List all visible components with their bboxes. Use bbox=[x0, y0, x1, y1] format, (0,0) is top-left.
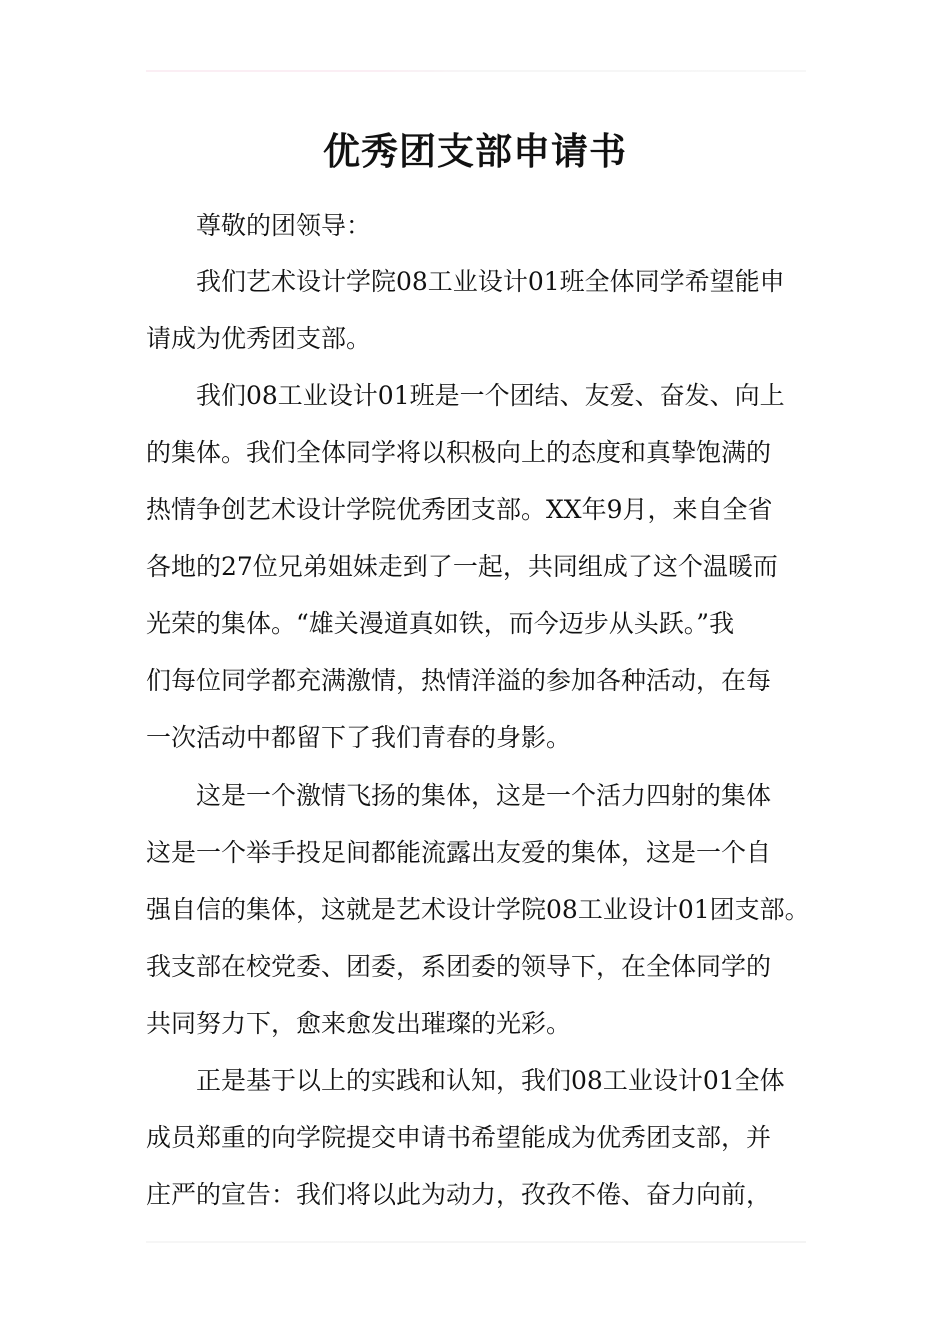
text-line: 庄严的宣告：我们将以此为动力，孜孜不倦、奋力向前， bbox=[146, 1180, 772, 1209]
text-line: 这是一个激情飞扬的集体，这是一个活力四射的集体 bbox=[196, 781, 772, 810]
document-title: 优秀团支部申请书 bbox=[323, 130, 627, 173]
text-line: 一次活动中都留下了我们青春的身影。 bbox=[146, 723, 572, 752]
header-divider bbox=[146, 70, 806, 72]
salutation: 尊敬的团领导： bbox=[196, 211, 372, 240]
text-line: 正是基于以上的实践和认知，我们08工业设计01全体 bbox=[196, 1066, 785, 1095]
text-line: 强自信的集体，这就是艺术设计学院08工业设计01团支部。 bbox=[146, 895, 810, 924]
footer-divider bbox=[146, 1241, 806, 1243]
text-line: 成员郑重的向学院提交申请书希望能成为优秀团支部，并 bbox=[146, 1123, 772, 1152]
text-line: 我支部在校党委、团委，系团委的领导下，在全体同学的 bbox=[146, 952, 772, 981]
text-line: 们每位同学都充满激情，热情洋溢的参加各种活动，在每 bbox=[146, 666, 772, 695]
text-line: 热情争创艺术设计学院优秀团支部。XX年9月，来自全省 bbox=[146, 495, 773, 524]
text-line: 的集体。我们全体同学将以积极向上的态度和真挚饱满的 bbox=[146, 438, 772, 467]
text-line: 光荣的集体。“雄关漫道真如铁，而今迈步从头跃。”我 bbox=[146, 609, 735, 638]
text-line: 我们艺术设计学院08工业设计01班全体同学希望能申 bbox=[196, 267, 785, 296]
text-line: 请成为优秀团支部。 bbox=[146, 324, 372, 353]
text-line: 我们08工业设计01班是一个团结、友爱、奋发、向上 bbox=[196, 381, 785, 410]
text-line: 各地的27位兄弟姐妹走到了一起，共同组成了这个温暖而 bbox=[146, 552, 778, 581]
text-line: 这是一个举手投足间都能流露出友爱的集体，这是一个自 bbox=[146, 838, 772, 867]
text-line: 共同努力下，愈来愈发出璀璨的光彩。 bbox=[146, 1009, 572, 1038]
